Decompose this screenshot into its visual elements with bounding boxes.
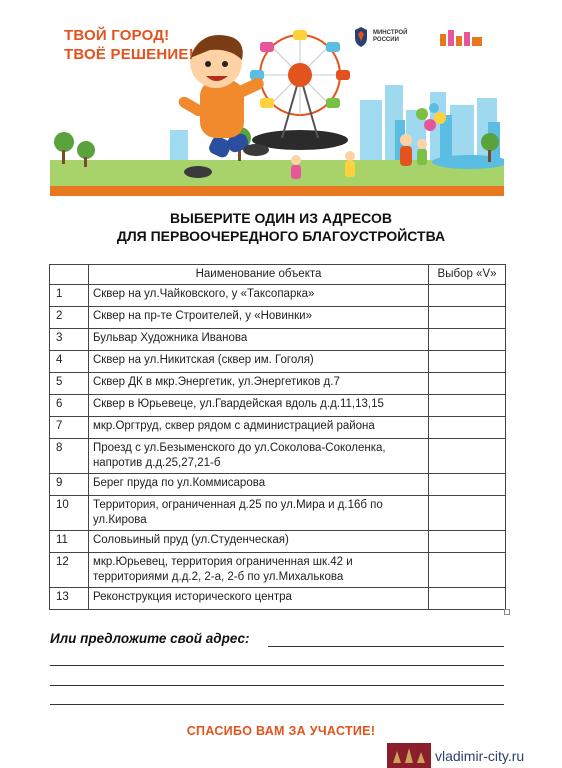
row-choice-cell[interactable] <box>429 395 506 417</box>
table-row <box>50 553 506 588</box>
row-object-name: Территория, ограниченная д.25 по ул.Мира и д.16б по ул.Кирова <box>88 496 428 531</box>
row-number: 10 <box>50 496 89 531</box>
row-object-name: Берег пруда по ул.Коммисарова <box>88 474 428 496</box>
banner-stripe <box>50 186 504 196</box>
header-number <box>50 265 89 285</box>
row-choice-cell[interactable] <box>429 307 506 329</box>
slogan-line-2: ТВОЁ РЕШЕНИЕ! <box>64 46 194 63</box>
row-object-name: Реконструкция исторического центра <box>88 588 428 610</box>
row-number: 2 <box>50 307 89 329</box>
row-choice-cell[interactable] <box>429 588 506 610</box>
header-banner <box>50 10 504 196</box>
row-object-name: Сквер ДК в мкр.Энергетик, ул.Энергетиков д.7 <box>88 373 428 395</box>
row-object-name: Бульвар Художника Иванова <box>88 329 428 351</box>
suggest-address-line[interactable] <box>268 646 504 647</box>
table-row <box>50 496 506 531</box>
row-object-name: Сквер на ул.Никитская (сквер им. Гоголя) <box>88 351 428 373</box>
campaign-slogan <box>64 26 194 64</box>
table-row <box>50 417 506 439</box>
row-choice-cell[interactable] <box>429 553 506 588</box>
table-row <box>50 474 506 496</box>
slogan-line-1: ТВОЙ ГОРОД! <box>64 27 170 44</box>
page-title <box>0 209 562 245</box>
header-choice: Выбор «V» <box>429 265 506 285</box>
row-number: 4 <box>50 351 89 373</box>
ministry-line-1: МИНСТРОЙ <box>373 30 408 36</box>
row-choice-cell[interactable] <box>429 531 506 553</box>
row-object-name: мкр.Оргтруд, сквер рядом с администрацией района <box>88 417 428 439</box>
thanks-message: СПАСИБО ВАМ ЗА УЧАСТИЕ! <box>186 724 376 738</box>
row-choice-cell[interactable] <box>429 329 506 351</box>
row-object-name: Сквер в Юрьевеце, ул.Гвардейская вдоль д.д.11,13,15 <box>88 395 428 417</box>
row-object-name: Соловьиный пруд (ул.Студенческая) <box>88 531 428 553</box>
table-resize-handle[interactable] <box>504 609 510 615</box>
table-row <box>50 285 506 307</box>
table-row <box>50 439 506 474</box>
row-number: 5 <box>50 373 89 395</box>
ministry-emblem-icon <box>353 26 369 48</box>
row-choice-cell[interactable] <box>429 285 506 307</box>
row-choice-cell[interactable] <box>429 474 506 496</box>
row-number: 9 <box>50 474 89 496</box>
table-row <box>50 307 506 329</box>
table-header-row <box>50 265 506 285</box>
row-object-name: Сквер на пр-те Строителей, у «Новинки» <box>88 307 428 329</box>
blank-address-line[interactable] <box>50 665 504 666</box>
city-environment-logo-icon <box>438 28 486 48</box>
row-choice-cell[interactable] <box>429 439 506 474</box>
row-object-name: Проезд с ул.Безыменского до ул.Соколова-Соколенка, напротив д.д.25,27,21-б <box>88 439 428 474</box>
title-line-1: ВЫБЕРИТЕ ОДИН ИЗ АДРЕСОВ <box>170 210 392 226</box>
ministry-logo <box>353 26 407 48</box>
watermark-text: vladimir-city.ru <box>435 747 525 764</box>
table-row <box>50 351 506 373</box>
table-row <box>50 531 506 553</box>
title-line-2: ДЛЯ ПЕРВООЧЕРЕДНОГО БЛАГОУСТРОЙСТВА <box>116 228 446 244</box>
address-table <box>49 264 506 610</box>
table-row <box>50 373 506 395</box>
row-number: 11 <box>50 531 89 553</box>
row-number: 8 <box>50 439 89 474</box>
header-object-name: Наименование объекта <box>88 265 428 285</box>
blank-address-line[interactable] <box>50 704 504 705</box>
table-row <box>50 588 506 610</box>
row-choice-cell[interactable] <box>429 417 506 439</box>
row-object-name: Сквер на ул.Чайковского, у «Таксопарка» <box>88 285 428 307</box>
blank-address-line[interactable] <box>50 685 504 686</box>
row-number: 1 <box>50 285 89 307</box>
row-choice-cell[interactable] <box>429 496 506 531</box>
suggest-address-label: Или предложите свой адрес: <box>50 631 250 646</box>
ministry-line-2: РОССИИ <box>373 37 399 43</box>
row-number: 12 <box>50 553 89 588</box>
watermark-emblem-icon <box>387 743 431 768</box>
row-number: 13 <box>50 588 89 610</box>
table-row <box>50 329 506 351</box>
row-choice-cell[interactable] <box>429 373 506 395</box>
row-number: 3 <box>50 329 89 351</box>
row-number: 6 <box>50 395 89 417</box>
table-row <box>50 395 506 417</box>
watermark <box>387 743 562 768</box>
row-object-name: мкр.Юрьевец, территория ограниченная шк.42 и территориями д.д.2, 2-а, 2-б по ул.Михалькова <box>88 553 428 588</box>
row-number: 7 <box>50 417 89 439</box>
row-choice-cell[interactable] <box>429 351 506 373</box>
